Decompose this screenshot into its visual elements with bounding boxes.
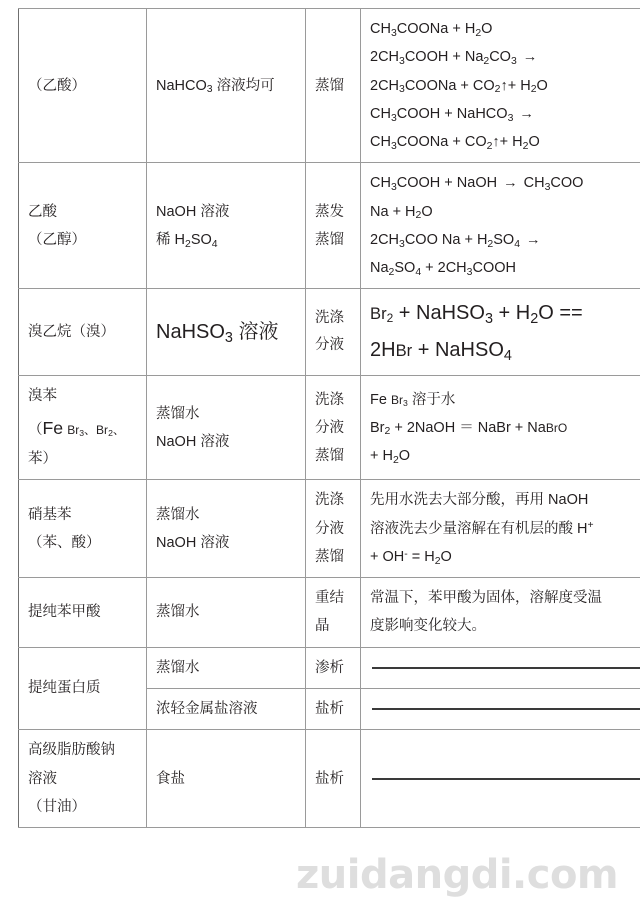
equation-line: $2CH_3COOH + Na_2CO_3$ → <box>370 49 538 67</box>
text-line: 蒸馏 <box>315 231 344 248</box>
table-row <box>19 480 640 578</box>
text-line: （甘油） <box>28 798 86 815</box>
cell-substance-name <box>19 480 147 578</box>
equation-line: + $H_2O$ <box>370 448 411 466</box>
text-line: NaHSO$_3$ 溶液 <box>156 321 279 347</box>
no-equation-rule <box>372 708 640 710</box>
equation-line: $CH_3COOH$ + NaOH → $CH_3COO$ <box>370 175 584 194</box>
cell-reagent <box>147 647 306 688</box>
cell-reagent <box>147 376 306 480</box>
cell-equation <box>361 163 640 289</box>
equation-line: $Na_2SO_4$ + $2CH_3COOH$ <box>370 260 516 278</box>
cell-reagent <box>147 730 306 828</box>
text-line: （乙醇） <box>28 231 86 248</box>
text-line: 食盐 <box>156 770 185 787</box>
cell-reagent <box>147 9 306 163</box>
cell-substance-name <box>19 289 147 376</box>
text-line: 蒸馏水 <box>156 604 200 621</box>
table-row <box>19 376 640 480</box>
equation-line: $2CH_3COONa$ + $CO_2↑+ H_2O$ <box>370 77 548 96</box>
text-line: NaOH 溶液 <box>156 534 230 551</box>
cell-substance-name <box>19 578 147 648</box>
text-line: （Fe $Br_3$、$Br_2$、 <box>28 417 125 438</box>
text-line: 盐析 <box>315 770 344 787</box>
no-equation-rule <box>372 778 640 780</box>
equation-line: 常温下，苯甲酸为固体，溶解度受温 <box>370 590 602 607</box>
text-line: 晶 <box>315 618 330 635</box>
cell-method <box>306 163 361 289</box>
site-watermark: zuidangdi.com <box>296 852 619 898</box>
cell-reagent <box>147 689 306 730</box>
equation-line: $CH_3COONa + H_2O$ <box>370 21 493 39</box>
cell-equation <box>361 376 640 480</box>
text-line: 浓轻金属盐溶液 <box>156 701 258 717</box>
text-line: 蒸馏 <box>315 448 344 465</box>
cell-method <box>306 730 361 828</box>
table-row <box>19 289 640 376</box>
equation-line: 溶液洗去少量溶解在有机层的酸 H+ <box>370 520 594 537</box>
text-line: NaOH 溶液 <box>156 203 230 220</box>
cell-substance-name <box>19 9 147 163</box>
text-line: 溴苯 <box>28 388 57 405</box>
text-line: 洗涤 <box>315 391 344 408</box>
cell-substance-name <box>19 163 147 289</box>
cell-method <box>306 647 361 688</box>
equation-line: $CH_3COONa$ + $CO_2↑+ H_2O$ <box>370 134 540 152</box>
text-line: 蒸馏水 <box>156 659 200 676</box>
cell-equation <box>361 9 640 163</box>
cell-method <box>306 9 361 163</box>
text-line: 苯） <box>28 451 57 468</box>
table-row <box>19 578 640 648</box>
cell-method <box>306 578 361 648</box>
table-row <box>19 163 640 289</box>
text-line: （苯、酸） <box>28 534 101 551</box>
text-line: 溴乙烷（溴） <box>28 324 115 341</box>
text-line: （乙酸） <box>28 77 86 94</box>
text-line: 蒸发 <box>315 203 344 220</box>
cell-substance-name <box>19 647 147 730</box>
text-line: 高级脂肪酸钠 <box>28 742 115 759</box>
text-line: 重结 <box>315 590 344 607</box>
text-line: 洗涤 <box>315 492 344 509</box>
cell-equation <box>361 578 640 648</box>
no-equation-rule <box>372 667 640 669</box>
equation-line: $2CH_3COO$ $Na + H_2SO_4$ → <box>370 231 541 250</box>
equation-line: 先用水洗去大部分酸，再用 NaOH <box>370 492 589 509</box>
table-row <box>19 730 640 828</box>
equation-line: $Na + H_2O$ <box>370 203 433 222</box>
cell-equation <box>361 480 640 578</box>
text-line: 稀 $H_2SO_4$ <box>156 231 218 250</box>
cell-method <box>306 689 361 730</box>
text-line: 洗涤 <box>315 309 344 326</box>
purification-table <box>18 8 640 828</box>
cell-reagent <box>147 163 306 289</box>
equation-line: $CH_3COOH$ + NaHCO$_3$ → <box>370 105 534 124</box>
cell-equation <box>361 647 640 688</box>
cell-reagent <box>147 578 306 648</box>
equation-line: 2HBr + NaHSO$_4$ <box>370 339 512 365</box>
text-line: NaOH 溶液 <box>156 433 230 450</box>
cell-method <box>306 376 361 480</box>
text-line: 提纯蛋白质 <box>28 680 101 697</box>
table-row <box>19 647 640 688</box>
equation-line: $Br_2$ + NaHSO$_3$ + $H_2O$ == <box>370 302 583 328</box>
text-line: 溶液 <box>28 770 57 787</box>
text-line: 盐析 <box>315 701 344 717</box>
text-line: NaHCO$_3$ 溶液均可 <box>156 77 275 96</box>
cell-equation <box>361 289 640 376</box>
text-line: 硝基苯 <box>28 506 72 523</box>
text-line: 蒸馏水 <box>156 405 200 422</box>
equation-line: Fe $Br_3$ 溶于水 <box>370 391 456 408</box>
cell-equation <box>361 689 640 730</box>
text-line: 分液 <box>315 520 344 537</box>
text-line: 分液 <box>315 337 344 354</box>
table-row <box>19 9 640 163</box>
cell-substance-name <box>19 730 147 828</box>
text-line: 分液 <box>315 419 344 436</box>
text-line: 蒸馏 <box>315 548 344 565</box>
cell-equation <box>361 730 640 828</box>
text-line: 蒸馏 <box>315 77 344 94</box>
equation-line: $Br_2$ + 2NaOH ＝ NaBr + NaBrO <box>370 419 568 438</box>
text-line: 提纯苯甲酸 <box>28 604 101 621</box>
equation-line: 度影响变化较大。 <box>370 618 486 635</box>
cell-reagent <box>147 480 306 578</box>
equation-line: + $OH^- = H_2O$ <box>370 548 452 567</box>
cell-method <box>306 289 361 376</box>
text-line: 乙酸 <box>28 203 57 220</box>
text-line: 渗析 <box>315 659 344 676</box>
cell-method <box>306 480 361 578</box>
cell-substance-name <box>19 376 147 480</box>
purification-table-container <box>18 8 640 828</box>
cell-reagent <box>147 289 306 376</box>
text-line: 蒸馏水 <box>156 506 200 523</box>
